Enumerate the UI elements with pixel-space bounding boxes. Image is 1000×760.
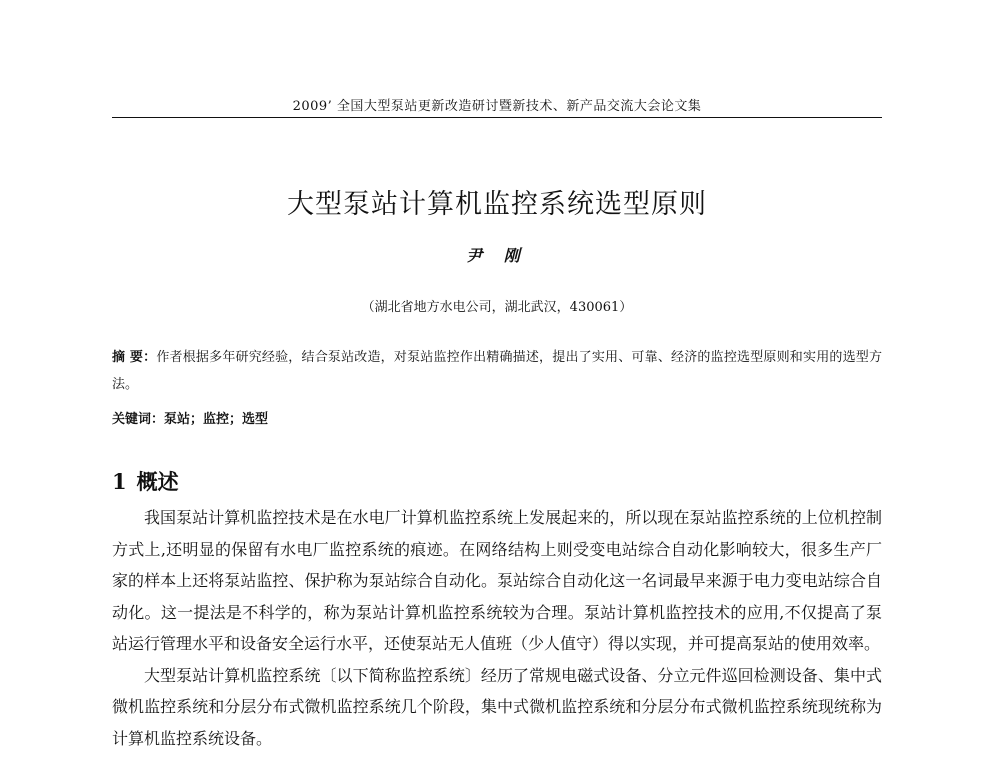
running-header: 2009’ 全国大型泵站更新改造研讨暨新技术、新产品交流大会论文集 [292,99,702,114]
keywords-text: 泵站；监控；选型 [164,412,269,427]
body-paragraph: 大型泵站计算机监控系统〔以下简称监控系统〕经历了常规电磁式设备、分立元件巡回检测设备、集中式微机监控系统和分层分布式微机监控系统几个阶段，集中式微机监控系统和分层分布式微机监控系统现统称为计算机监控系统设备。 [112,665,882,748]
section-heading [112,466,179,496]
author-name: 尹 刚 [466,246,528,265]
abstract-label: 摘 要： [112,350,157,365]
keywords-label: 关键词： [112,412,165,427]
abstract [112,344,882,398]
section-title: 概述 [136,469,179,494]
abstract-text: 作者根据多年研究经验，结合泵站改造，对泵站监控作出精确描述，提出了实用、可靠、经济的监控选型原则和实用的选型方法。 [112,350,882,392]
section-number: 1 [112,469,127,494]
keywords [112,408,882,427]
section-body [112,502,882,754]
header-rule [112,117,882,118]
author-affiliation: （湖北省地方水电公司，湖北武汉，430061） [361,300,633,315]
paper-title: 大型泵站计算机监控系统选型原则 [287,189,707,220]
body-paragraph: 我国泵站计算机监控技术是在水电厂计算机监控系统上发展起来的，所以现在泵站监控系统的上位机控制方式上,还明显的保留有水电厂监控系统的痕迹。在网络结构上则受变电站综合自动化影响较大，很多生产厂家的样本上还将泵站监控、保护称为泵站综合自动化。泵站综合自动化这一名词最早来源于电力变电站综合自动化。这一提法是不科学的，称为泵站计算机监控系统较为合理。泵站计算机监控技术的应用,不仅提高了泵站运行管理水平和设备安全运行水平，还使泵站无人值班（少人值守）得以实现，并可提高泵站的使用效率。 [112,508,882,653]
